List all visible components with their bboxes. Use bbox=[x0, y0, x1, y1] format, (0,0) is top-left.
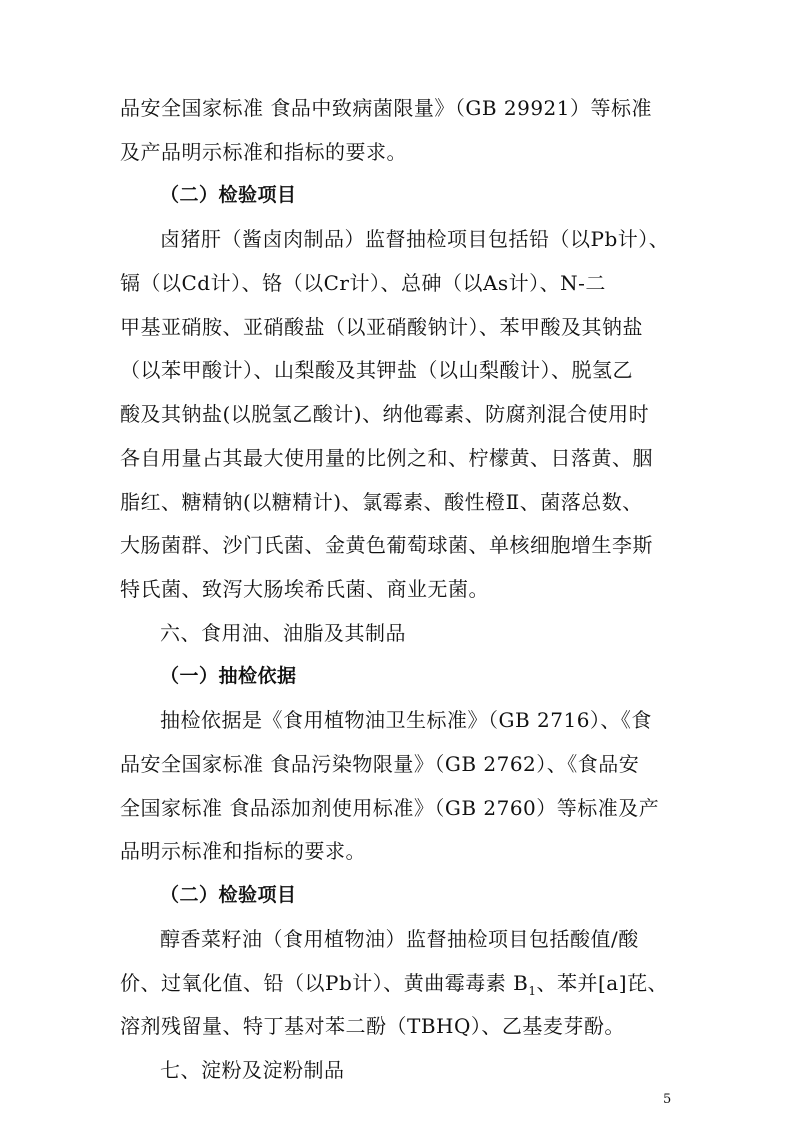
chapter-heading: 七、淀粉及淀粉制品 bbox=[160, 1058, 345, 1082]
text-line: 抽检依据是《食用植物油卫生标准》（GB 2716）、《食 bbox=[160, 708, 652, 733]
text-line: 溶剂残留量、特丁基对苯二酚（TBHQ）、乙基麦芽酚。 bbox=[120, 1014, 625, 1039]
text-line: 品安全国家标准 食品中致病菌限量》（GB 29921）等标准 bbox=[120, 96, 653, 120]
text-segment: 、苯并[a]芘、 bbox=[536, 970, 668, 995]
subscript: 1 bbox=[528, 983, 537, 998]
text-line: 品明示标准和指标的要求。 bbox=[120, 839, 366, 864]
text-line: 特氏菌、致泻大肠埃希氏菌、商业无菌。 bbox=[120, 577, 489, 601]
text-line: 脂红、糖精钠(以糖精计)、氯霉素、酸性橙Ⅱ、菌落总数、 bbox=[120, 489, 643, 514]
text-line: 各自用量占其最大使用量的比例之和、柠檬黄、日落黄、胭 bbox=[120, 445, 653, 470]
section-heading: （一）抽检依据 bbox=[160, 665, 297, 688]
text-line: 卤猪肝（酱卤肉制品）监督抽检项目包括铅（以Pb计）、 bbox=[160, 227, 670, 252]
section-heading: （二）检验项目 bbox=[160, 184, 297, 207]
text-line: 大肠菌群、沙门氏菌、金黄色葡萄球菌、单核细胞增生李斯 bbox=[120, 533, 653, 558]
text-line: 品安全国家标准 食品污染物限量》（GB 2762）、《食品安 bbox=[120, 751, 640, 776]
chapter-heading: 六、食用油、油脂及其制品 bbox=[160, 620, 406, 645]
section-heading: （二）检验项目 bbox=[160, 884, 297, 907]
text-line: （以苯甲酸计）、山梨酸及其钾盐（以山梨酸计）、脱氢乙 bbox=[120, 358, 633, 383]
text-line: 甲基亚硝胺、亚硝酸盐（以亚硝酸钠计）、苯甲酸及其钠盐 bbox=[120, 314, 643, 339]
text-line: 全国家标准 食品添加剂使用标准》（GB 2760）等标准及产 bbox=[120, 795, 660, 820]
text-line: 醇香菜籽油（食用植物油）监督抽检项目包括酸值/酸 bbox=[160, 926, 639, 951]
text-line: 酸及其钠盐(以脱氢乙酸计)、纳他霉素、防腐剂混合使用时 bbox=[120, 402, 650, 427]
text-line: 及产品明示标准和指标的要求。 bbox=[120, 139, 407, 164]
text-line: 镉（以Cd计）、铬（以Cr计）、总砷（以As计）、N-二 bbox=[120, 270, 606, 295]
text-segment: 价、过氧化值、铅（以Pb计）、黄曲霉毒素 B bbox=[120, 970, 529, 995]
text-line bbox=[120, 970, 680, 998]
page-number: 5 bbox=[663, 1092, 672, 1107]
